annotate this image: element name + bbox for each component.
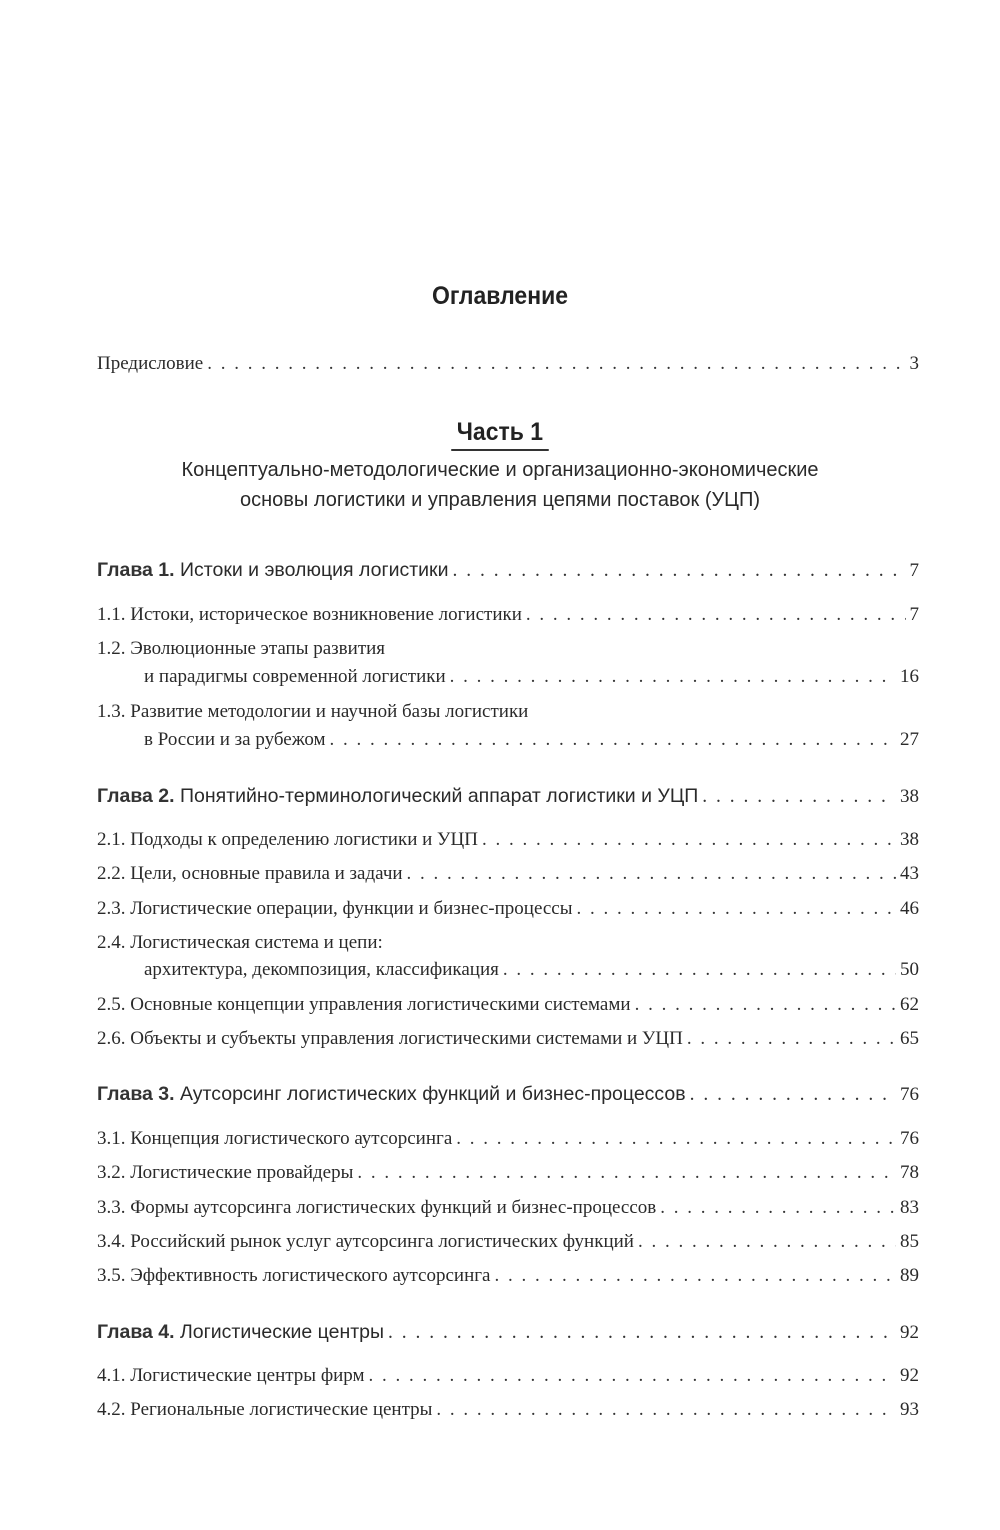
dot-leader	[330, 728, 896, 752]
toc-label: 2.3. Логистические операции, функции и бизнес-процессы	[97, 898, 573, 919]
toc-section-1-2-line1[interactable]	[97, 637, 919, 661]
toc-section-3-1[interactable]	[97, 1127, 919, 1151]
dot-leader	[494, 1264, 896, 1288]
toc-label: 2.6. Объекты и субъекты управления логистическими системами и УЦП	[97, 1028, 683, 1049]
toc-label	[97, 784, 698, 808]
toc-section-1-3[interactable]	[144, 728, 919, 752]
dot-leader	[687, 1027, 896, 1051]
toc-section-4-1[interactable]	[97, 1364, 919, 1388]
dot-leader	[357, 1161, 896, 1185]
toc-section-3-2[interactable]	[97, 1161, 919, 1185]
toc-label: 1.3. Развитие методологии и научной базы логистики	[97, 701, 529, 722]
toc-section-2-4[interactable]	[144, 958, 919, 982]
toc-label: 3.2. Логистические провайдеры	[97, 1162, 354, 1183]
toc-page-number: 93	[900, 1399, 919, 1420]
toc-page-number: 62	[900, 994, 919, 1015]
toc-section-1-3-line1[interactable]	[97, 700, 919, 724]
chapter-prefix: Глава 2.	[97, 785, 175, 807]
dot-leader	[436, 1398, 896, 1422]
toc-section-3-5[interactable]	[97, 1264, 919, 1288]
toc-label: 1.1. Истоки, историческое возникновение логистики	[97, 604, 522, 625]
dot-leader	[503, 958, 896, 982]
toc-label	[97, 558, 448, 582]
dot-leader	[660, 1196, 896, 1220]
toc-section-2-6[interactable]	[97, 1027, 919, 1051]
toc-page-number: 7	[909, 604, 919, 625]
toc-label: 3.5. Эффективность логистического аутсорсинга	[97, 1265, 491, 1286]
toc-page-number: 85	[900, 1231, 919, 1252]
chapter-title: Истоки и эволюция логистики	[180, 559, 449, 581]
toc-section-2-3[interactable]	[97, 897, 919, 921]
toc-chapter-3[interactable]	[97, 1082, 919, 1106]
toc-page-number: 92	[900, 1365, 919, 1386]
toc-page-number: 38	[900, 786, 919, 807]
dot-leader	[407, 862, 896, 886]
toc-chapter-1[interactable]	[97, 558, 919, 582]
toc-page-number: 7	[909, 560, 919, 581]
toc-label: 2.5. Основные концепции управления логистическими системами	[97, 994, 631, 1015]
toc-page-number: 16	[900, 666, 919, 687]
dot-leader	[638, 1230, 896, 1254]
dot-leader	[702, 785, 896, 809]
dot-leader	[577, 897, 896, 921]
toc-section-1-1[interactable]	[97, 603, 919, 627]
toc-label: 1.2. Эволюционные этапы развития	[97, 638, 386, 659]
toc-label: 2.2. Цели, основные правила и задачи	[97, 863, 403, 884]
toc-label: 4.2. Региональные логистические центры	[97, 1399, 433, 1420]
toc-label: 3.3. Формы аутсорсинга логистических функций и бизнес-процессов	[97, 1197, 657, 1218]
part-subtitle-line1: Концептуально-методологические и организационно-экономические	[181, 459, 819, 481]
dot-leader	[388, 1321, 896, 1345]
toc-section-1-2[interactable]	[144, 665, 919, 689]
chapter-prefix: Глава 1.	[97, 559, 175, 581]
toc-label	[97, 1082, 686, 1106]
toc-chapter-4[interactable]	[97, 1320, 919, 1344]
part-title: Часть 1	[451, 418, 548, 451]
dot-leader	[207, 352, 905, 376]
toc-page-number: 46	[900, 898, 919, 919]
dot-leader	[452, 559, 905, 583]
toc-section-3-4[interactable]	[97, 1230, 919, 1254]
toc-page-number: 38	[900, 829, 919, 850]
toc-label: 3.1. Концепция логистического аутсорсинга	[97, 1128, 453, 1149]
chapter-title: Аутсорсинг логистических функций и бизнес-процессов	[180, 1083, 686, 1105]
toc-section-2-1[interactable]	[97, 828, 919, 852]
toc-section-4-2[interactable]	[97, 1398, 919, 1422]
toc-label: 4.1. Логистические центры фирм	[97, 1365, 365, 1386]
toc-page-number: 89	[900, 1265, 919, 1286]
toc-page-number: 65	[900, 1028, 919, 1049]
chapter-prefix: Глава 3.	[97, 1083, 175, 1105]
dot-leader	[369, 1364, 896, 1388]
part-heading	[0, 418, 1000, 451]
dot-leader	[450, 665, 896, 689]
toc-section-2-4-line1[interactable]	[97, 931, 919, 955]
toc-page-number: 78	[900, 1162, 919, 1183]
chapter-title: Логистические центры	[180, 1321, 385, 1343]
toc-label: и парадигмы современной логистики	[144, 666, 446, 687]
dot-leader	[690, 1083, 896, 1107]
toc-label: в России и за рубежом	[144, 729, 326, 750]
toc-section-2-2[interactable]	[97, 862, 919, 886]
toc-label	[97, 1320, 384, 1344]
toc-label: 2.4. Логистическая система и цепи:	[97, 932, 383, 953]
toc-page-number: 92	[900, 1322, 919, 1343]
page-title: Оглавление	[431, 282, 569, 310]
toc-page-number: 43	[900, 863, 919, 884]
toc-section-3-3[interactable]	[97, 1196, 919, 1220]
dot-leader	[482, 828, 896, 852]
toc-label: 2.1. Подходы к определению логистики и УЦП	[97, 829, 478, 850]
toc-label: Предисловие	[97, 353, 204, 374]
dot-leader	[526, 603, 906, 627]
toc-page-number: 76	[900, 1084, 919, 1105]
chapter-prefix: Глава 4.	[97, 1321, 175, 1343]
dot-leader	[456, 1127, 896, 1151]
toc-page-number: 76	[900, 1128, 919, 1149]
part-subtitle-line2: основы логистики и управления цепями поставок (УЦП)	[239, 489, 761, 511]
toc-label: архитектура, декомпозиция, классификация	[144, 959, 499, 980]
toc-page-number: 27	[900, 729, 919, 750]
toc-section-2-5[interactable]	[97, 993, 919, 1017]
toc-chapter-2[interactable]	[97, 784, 919, 808]
dot-leader	[635, 993, 896, 1017]
toc-page-number: 50	[900, 959, 919, 980]
toc-page-number: 83	[900, 1197, 919, 1218]
toc-entry-preface[interactable]	[97, 352, 919, 376]
toc-page-number: 3	[909, 353, 919, 374]
chapter-title: Понятийно-терминологический аппарат логистики и УЦП	[180, 785, 699, 807]
toc-label: 3.4. Российский рынок услуг аутсорсинга логистических функций	[97, 1231, 634, 1252]
